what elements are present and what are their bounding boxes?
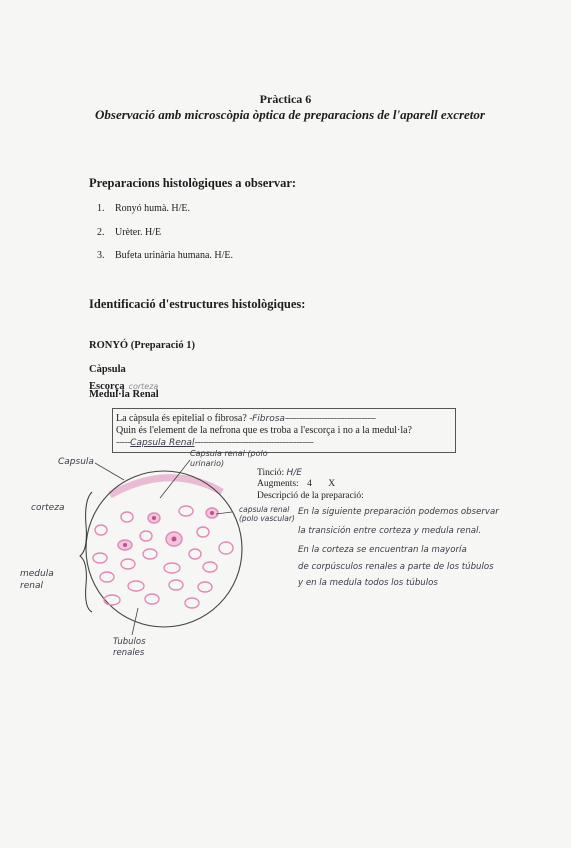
question-answer: Fibrosa xyxy=(252,414,285,424)
item-number: 3. xyxy=(97,250,105,261)
magnification-value: 4 xyxy=(307,479,312,489)
label-capsula-renal-vascular: capsula renal (polo vascular) xyxy=(239,505,295,523)
preparations-heading: Preparacions histològiques a observar: xyxy=(89,176,297,190)
magnification-row xyxy=(257,479,335,489)
description-line-1: En la siguiente preparación podemos observar xyxy=(298,507,499,517)
item-number: 2. xyxy=(97,227,105,238)
practice-number: Pràctica 6 xyxy=(259,92,312,106)
description-line-3: En la corteza se encuentran la mayoría xyxy=(298,545,467,555)
practice-title: Observació amb microscòpia òptica de preparacions de l'aparell excretor xyxy=(95,107,485,122)
kidney-subheading: RONYÓ (Preparació 1) xyxy=(89,340,195,351)
question-2-answer: -----Capsula Renal------------------------------------------ xyxy=(116,437,314,448)
question-answer: Capsula Renal xyxy=(130,438,195,448)
label-corteza: corteza xyxy=(31,503,65,513)
question-text: La càpsula és epitelial o fibrosa? xyxy=(116,413,247,424)
description-line-2: la transición entre corteza y medula renal. xyxy=(298,526,482,536)
magnification-unit: X xyxy=(328,479,336,489)
label-capsula-renal-urinario: Capsula renal (polo urinario) xyxy=(190,449,268,468)
magnification-label: Augments: xyxy=(257,479,299,489)
preparation-item-3 xyxy=(97,250,233,261)
identification-heading: Identificació d'estructures histològiques: xyxy=(89,297,306,311)
item-label: Ronyó humà. H/E. xyxy=(115,203,190,214)
preparation-item-2 xyxy=(97,227,161,238)
tubule-shapes xyxy=(93,506,233,608)
description-line-4: de corpúsculos renales a parte de los túbulos xyxy=(298,562,494,572)
structure-label: Escorça xyxy=(89,381,125,392)
preparation-item-1 xyxy=(97,203,190,214)
description-label: Descripció de la preparació: xyxy=(257,491,364,501)
structure-capsula: Càpsula xyxy=(89,364,126,375)
question-2: Quin és l'element de la nefrona que es troba a l'escorça i no a la medul·la? xyxy=(116,425,412,436)
label-capsula: Capsula xyxy=(58,457,94,467)
label-medula-renal: medula renal xyxy=(20,569,54,591)
label-tubulos-renales: Tubulos renales xyxy=(113,637,146,658)
item-number: 1. xyxy=(97,203,105,214)
question-1: La càpsula és epitelial o fibrosa? -Fibrosa-------------------------------- xyxy=(116,413,376,424)
description-line-5: y en la medula todos los túbulos xyxy=(298,578,438,588)
item-label: Urèter. H/E xyxy=(115,227,162,238)
kidney-section-drawing xyxy=(0,440,300,670)
stain-value: H/E xyxy=(286,468,302,478)
stain-row xyxy=(257,468,302,478)
stain-label: Tinció: xyxy=(257,468,285,478)
item-label: Bufeta urinària humana. H/E. xyxy=(115,250,234,261)
structure-medulla: Medul·la Renal xyxy=(89,389,159,400)
structure-answer: corteza xyxy=(128,382,159,391)
